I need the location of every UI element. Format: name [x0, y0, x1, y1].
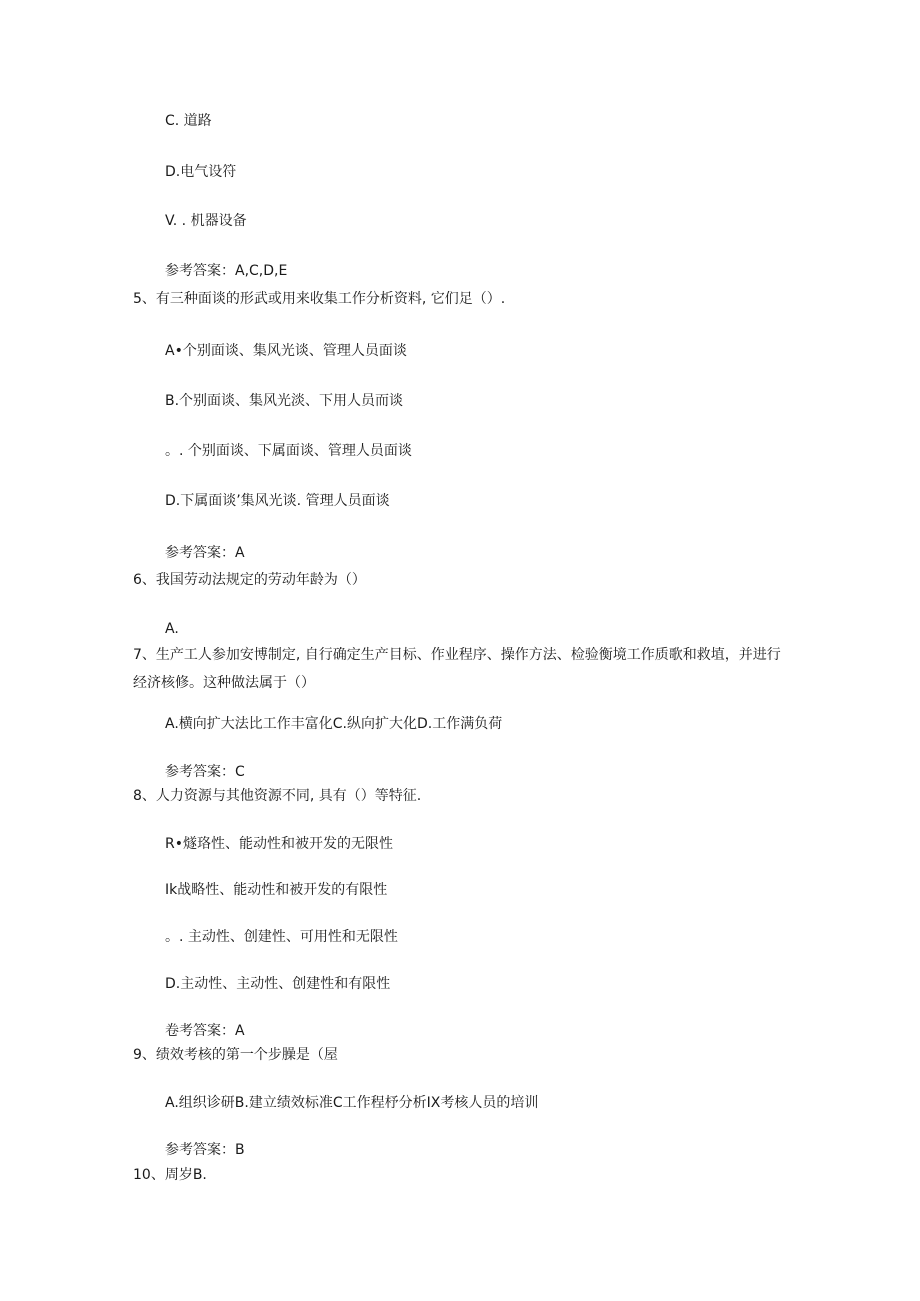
option-e-machinery: V. . 机器设备: [165, 213, 247, 229]
q8-option-c: 。. 主动性、创建性、可用性和无限性: [165, 929, 398, 945]
question-5: 5、有三种面谈的形武或用来收集工作分析资料, 它们足（）.: [133, 291, 506, 307]
answer-q7: 参考答案：C: [165, 764, 245, 780]
option-c-road: C. 道路: [165, 113, 212, 129]
answer-q5: 参考答案：A: [165, 545, 245, 561]
answer-q9: 参考答案：B: [165, 1142, 245, 1158]
q8-option-d: D.主动性、主动性、创建性和有限性: [165, 976, 391, 992]
q5-option-a: A•个别面谈、集风光谈、管理人员面谈: [165, 343, 407, 359]
q5-option-b: B.个别面谈、集风光淡、下用人员而谈: [165, 393, 404, 409]
question-8: 8、人力资源与其他资源不同, 具有（）等特征.: [133, 788, 422, 804]
q5-option-c: 。. 个别面谈、下属面谈、管理人员面谈: [165, 443, 412, 459]
answer-q4: 参考答案：A,C,D,E: [165, 263, 288, 279]
q8-option-b: Ik战略性、能动性和被开发的有限性: [165, 882, 388, 898]
q9-options: A.组织诊研B.建立绩效标准C工作程杼分析IX考核人员的培训: [165, 1095, 539, 1111]
question-9: 9、绩效考核的第一个步臊是（屋: [133, 1047, 338, 1063]
answer-q8: 卷考答案：A: [165, 1023, 245, 1039]
q5-option-d: D.下属面谈’集风光谈. 管理人员面谈: [165, 493, 390, 509]
question-6: 6、我国劳动法规定的劳动年龄为（）: [133, 572, 366, 588]
q6-option-a: A.: [165, 621, 179, 637]
option-d-electrical: D.电气设符: [165, 164, 237, 180]
q8-option-a: R•燧珞性、能动性和被开发的无限性: [165, 836, 393, 852]
q7-options: A.横向扩大法比工作丰富化C.纵向扩大化D.工作满负荷: [165, 716, 503, 732]
question-7: 7、生产工人参加安博制定, 自行确定生产目标、作业程序、操作方法、检验衡境工作质歌和救埴，并进行经济核修。这种做法属于（）: [133, 647, 781, 691]
question-10: 10、周岁B.: [133, 1167, 207, 1183]
